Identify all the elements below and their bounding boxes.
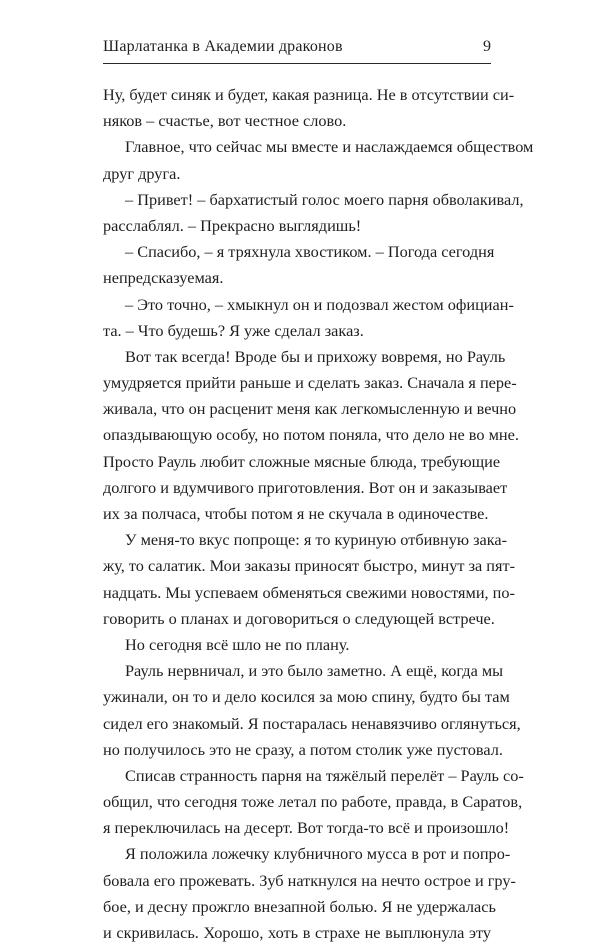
text-line: живала, что он расценит меня как легкомысленную и вечно [103, 399, 517, 419]
text-line: няков – счастье, вот честное слово. [103, 111, 347, 131]
page-number: 9 [483, 38, 491, 55]
text-line: Вот так всегда! Вроде бы и прихожу вовремя, но Рауль [125, 346, 506, 366]
text-line: жу, то салатик. Мои заказы приносят быстро, минут за пят- [103, 556, 516, 576]
text-line: – Привет! – бархатистый голос моего парня обволакивал, [125, 189, 524, 209]
text-line: Просто Рауль любит сложные мясные блюда, требующие [103, 451, 501, 471]
text-line: – Это точно, – хмыкнул он и подозвал жестом официан- [125, 294, 514, 314]
text-line: друг друга. [103, 163, 181, 183]
text-line: общил, что сегодня тоже летал по работе, правда, в Саратов, [103, 792, 523, 812]
text-line: говорить о планах и договориться о следующей встрече. [103, 608, 495, 628]
text-line: Главное, что сейчас мы вместе и наслаждаемся обществом [125, 137, 534, 157]
text-line: ужинали, он то и дело косился за мою спину, будто бы там [103, 687, 510, 707]
text-line: но получилось это не сразу, а потом столик уже пустовал. [103, 739, 503, 759]
text-line: Ну, будет синяк и будет, какая разница. Не в отсутствии си- [103, 85, 515, 104]
text-line: сидел его знакомый. Я постаралась ненавязчиво оглянуться, [103, 713, 521, 733]
text-line: непредсказуемая. [103, 268, 224, 288]
body-text [103, 82, 534, 946]
text-line: бовала его прожевать. Зуб наткнулся на нечто острое и гру- [103, 870, 516, 890]
text-line: Рауль нервничал, и это было заметно. А ещё, когда мы [125, 661, 504, 681]
text-line: долгого и вдумчивого приготовления. Вот он и заказывает [103, 477, 508, 497]
text-line: та. – Что будешь? Я уже сделал заказ. [103, 320, 364, 340]
book-title: Шарлатанка в Академии драконов [103, 38, 343, 55]
text-line: надцать. Мы успеваем обменяться свежими новостями, по- [103, 582, 515, 602]
text-line: бое, и десну прожгло внезапной болью. Я не удержалась [103, 896, 496, 916]
text-line: – Спасибо, – я тряхнула хвостиком. – Погода сегодня [125, 242, 495, 262]
text-line: я переключилась на десерт. Вот тогда-то всё и произошло! [103, 818, 510, 838]
text-line: расслаблял. – Прекрасно выглядишь! [103, 215, 362, 235]
text-line: Я положила ложечку клубничного мусса в рот и попро- [125, 844, 511, 864]
text-line: опаздывающую особу, но потом поняла, что дело не во мне. [103, 425, 519, 445]
text-line: Но сегодня всё шло не по плану. [125, 634, 350, 654]
running-header [103, 38, 491, 60]
text-line: У меня-то вкус попроще: я то куриную отбивную зака- [125, 530, 508, 550]
text-line: их за полчаса, чтобы потом я не скучала в одиночестве. [103, 504, 489, 523]
header-rule [103, 63, 491, 64]
text-line: и скривилась. Хорошо, хоть в страхе не выплюнула эту [103, 923, 491, 942]
text-line: Списав странность парня на тяжёлый перелёт – Рауль со- [125, 765, 524, 785]
text-line: умудряется прийти раньше и сделать заказ. Сначала я пере- [103, 373, 517, 393]
